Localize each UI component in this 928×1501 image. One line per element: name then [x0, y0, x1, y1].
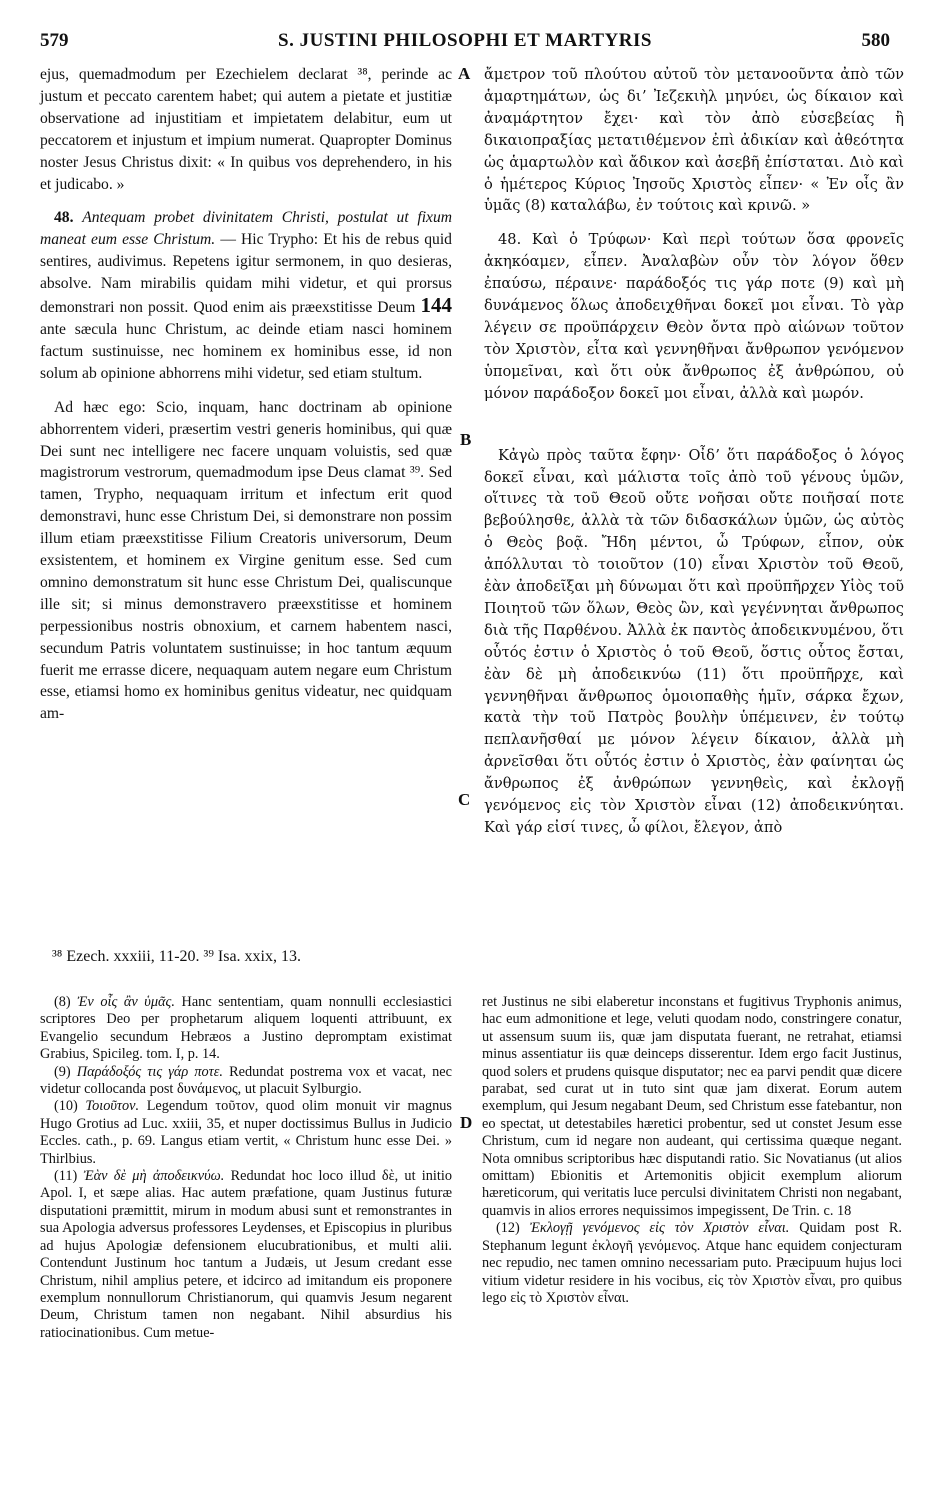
- marginal-number: 144: [420, 293, 452, 318]
- margin-letter-d: D: [460, 1113, 473, 1132]
- latin-text: — Hic Trypho: Et his de rebus quid sentires, audivimus. Repetens igitur sermonem, in quo desieras, absolve. Nam mirabilis quidam mihi videtur, et qui prorsus demonstrari non possit. Quod enim ais præexstitisse Deum: [40, 231, 452, 317]
- chapter-number: 48.: [54, 209, 74, 227]
- page-number-right: 580: [861, 30, 890, 51]
- greek-column: [484, 64, 904, 839]
- footnote: (8) Ἐν οἷς ἂν ὑμᾶς. Hanc sententiam, quam nonnulli ecclesiastici scriptores Deo per prophetarum aliquem loquenti attribuunt, ex Evangelio secundum Hebræos a Justino depromptam existimat Grabius, Spicileg. tom. I, p. 14.: [40, 994, 453, 1063]
- latin-column: [40, 64, 452, 725]
- greek-chapter-48: 48. Καὶ ὁ Τρύφων· Καὶ περὶ τούτων ὅσα φρονεῖς ἀκηκόαμεν, εἶπεν. Ἀναλαβὼν οὖν τὸν λόγον ὅθεν ἐπαύσω, πέραινε· παράδοξός τις γάρ ποτε (9) καὶ μὴ δυνάμενος ὅλως ἀποδειχθῆναι δοκεῖ μοι εἶναι. Τὸ γὰρ λέγειν σε προϋπάρχειν Θεὸν ὄντα πρὸ αἰώνων τοῦτον τὸν Χριστὸν, εἶτα καὶ γεννηθῆναι ἄνθρωπον γενόμενον ὑπομεῖναι, καὶ ὅτι οὐκ ἄνθρωπος ἐξ ἀνθρώπου, οὐ μόνον παράδοξον δοκεῖ μοι εἶναι, ἀλλὰ καὶ μωρόν.: [484, 231, 904, 402]
- footnote-continuation: ret Justinus ne sibi elaberetur inconstans et fugitivus Tryphonis animus, hac eum admonitione et lege, veluti quodam nodo, constringere conatur, ut assensum suum iis, quæ jam disputata fuerant, ne retrahat, etiamsi minus assentiatur iis quæ deinceps disserentur. Idem ergo facit Justinus, quod solers et prudens quisque disputator; nec ea parvi pendit quæ dicere parabat, sed curat ut in tuto sint quæ jam dixerat. Eorum autem exemplum, qui Jesum negabant Deum, sed Christum esse fatebantur, non eo spectat, ut detestabiles hæretici probentur, sed ut constet Jesum esse Christum, cum id negare non audeant, qui certissima quæque negant. Nota omnibus scriptoribus hæc disputandi ratio. Sic Novatianus (ut alios omittam) Ebionitis et Artemonitis objicit exemplum aliorum hæreticorum, qui veritatis luce perculsi divinitatem Christi non negabant, quamvis in alios errores nequissimos impegissent, De Trin. c. 18: [482, 994, 902, 1219]
- margin-letter-c: C: [458, 790, 471, 809]
- latin-paragraph: ejus, quemadmodum per Ezechielem declarat ³⁸, perinde ac justum et peccato carentem habet; qui autem a pietate et justitiæ observatione ad injustitiam et impietatem delabitur, eum ut peccatorem et injustum et impium numerat. Quapropter Dominus noster Jesus Christus dixit: « In quibus vos deprehendero, in his et judicabo. »: [40, 66, 452, 193]
- footnote: (12) Ἐκλογῇ γενόμενος εἰς τὸν Χριστὸν εἶναι. Quidam post R. Stephanum legunt ἐκλογῆ γενόμενος. Atque hanc equidem conjecturam nec repudio, nec tamen omnino necessariam puto. Præcipuum hujus loci vitium videtur residere in his vocibus, εἰς τὸν Χριστὸν εἶναι, pro quibus lego εἰς τὸ Χριστὸν εἶναι.: [482, 1220, 902, 1306]
- latin-paragraph: Ad hæc ego: Scio, inquam, hanc doctrinam ab opinione abhorrentem videri, præsertim vestri generis hominibus, qui quæ Dei sunt nec intelligere nec facere unquam voluistis, sed quæ magistrorum vestrorum, quemadmodum ipse Deus clamat ³⁹. Sed tamen, Trypho, nequaquam irritum et infectum erit quod demonstravi, hunc esse Christum Dei, si demonstrare non possim illum etiam præexstitisse Filium Creatoris universorum, Deum exsistentem, et hominem ex Virgine genitum esse. Sed cum omnino demonstratum sit hunc esse Christum Dei, qualiscunque ille sit; si minus demonstravero præexstitisse et hominem perpessionibus nostris obnoxium, et carnem habentem nasci, secundum Patris voluntatem sustinuisse; in hoc tantum æquum fuerit me errasse dicere, nequaquam autem negare eum Christum esse, etiamsi homo ex hominibus genitus videatur, nec quidquam am-: [40, 398, 452, 723]
- greek-paragraph: Κἀγὼ πρὸς ταῦτα ἔφην· Οἶδʼ ὅτι παράδοξος ὁ λόγος δοκεῖ εἶναι, καὶ μάλιστα τοῖς ἀπὸ τοῦ γένους ὑμῶν, οἵτινες τὰ τοῦ Θεοῦ οὔτε νοῆσαι οὔτε ποιῆσαί ποτε βεβούλησθε, ἀλλὰ τὰ τῶν διδασκάλων ὑμῶν, ὡς αὐτὸς ὁ Θεὸς βοᾷ. Ἤδη μέντοι, ὦ Τρύφων, εἶπον, οὐκ ἀπόλλυται τὸ τοιοῦτον (10) εἶναι Χριστὸν τοῦ Θεοῦ, ἐὰν ἀποδεῖξαι μὴ δύνωμαι ὅτι καὶ προϋπῆρχεν Υἱὸς τοῦ Ποιητοῦ τῶν ὅλων, Θεὸς ὢν, καὶ γεγέννηται ἄνθρωπος διὰ τῆς Παρθένου. Ἀλλὰ ἐκ παντὸς ἀποδεικνυμένου, ὅτι οὗτός ἐστιν ὁ Χριστὸς ὁ τοῦ Θεοῦ, ὅστις οὗτος ἔσται, ἐὰν δὲ μὴ ἀποδεικνύω (11) ὅτι προϋπῆρχε, καὶ γεννηθῆναι ἄνθρωπος ὁμοιοπαθὴς ἡμῖν, σάρκα ἔχων, κατὰ τὴν τοῦ Πατρὸς βουλὴν ὑπέμεινεν, ἐν τούτῳ πεπλανῆσθαί με μόνον λέγειν δίκαιον, ἀλλὰ μὴ ἀρνεῖσθαι ὅτι οὗτός ἐστιν ὁ Χριστὸς, ἐὰν φαίνηται ὡς ἄνθρωπος ἐξ ἀνθρώπων γεννηθεὶς, καὶ ἐκλογῇ γενόμενος εἰς τὸν Χριστὸν εἶναι (12) ἀποδεικνύηται. Καὶ γάρ εἰσί τινες, ὦ φίλοι, ἔλεγον, ἀπὸ: [484, 446, 904, 836]
- latin-text: ante sæcula hunc Christum, ac deinde etiam nasci hominem factum sustinuisse, nec hominem ex hominibus esse, id non solum ab opinione abhorrens mihi videtur, sed etiam stultum.: [40, 320, 452, 382]
- scripture-references: ³⁸ Ezech. xxxiii, 11-20. ³⁹ Isa. xxix, 13.: [52, 948, 301, 965]
- running-title: S. JUSTINI PHILOSOPHI ET MARTYRIS: [278, 30, 652, 51]
- latin-chapter-48: [40, 207, 452, 384]
- margin-letter-a: A: [458, 64, 471, 83]
- footnotes-left: [40, 994, 452, 1342]
- footnote: (11) Ἐὰν δὲ μὴ ἀποδεικνύω. Redundat hoc loco illud δὲ, ut initio Apol. I, et sæpe alias. Hac autem præfatione, quam Justinus futuræ disputationi præmittit, mirum in modum abusi sunt et remonstrantes in sua Apologia adversus professores Leydenses, et Episcopius in pluribus ad hujus Apologiæ defensionem elucubrationibus, et multi alii. Contendunt Justinum hoc tantum a Judæis, ut Jesum credant esse Christum, nihil amplius petere, et idcirco ad imitandum eis proponere exemplum nonnullorum Christianorum, qui quamvis Jesum negarent Deum, Christum tamen non negabant. Nihil absurdius his ratiocinationibus. Cum metue-: [40, 1168, 452, 1341]
- page-number-left: 579: [40, 30, 69, 51]
- greek-paragraph: ἄμετρον τοῦ πλούτου αὐτοῦ τὸν μετανοοῦντα ἀπὸ τῶν ἁμαρτημάτων, ὡς διʼ Ἰεζεκιὴλ μηνύει, ὡς δίκαιον καὶ ἀναμάρτητον ἔχει· καὶ τὸν ἀπὸ εὐσεβείας ἢ δικαιοπραξίας μετατιθέμενον ἐπὶ ἀδικίαν καὶ ἀθεότητα ὡς ἁμαρτωλὸν καὶ ἄδικον καὶ ἀσεβῆ ἐπίσταται. Διὸ καὶ ὁ ἡμέτερος Κύριος Ἰησοῦς Χριστὸς εἶπεν· « Ἐν οἷς ἂν ὑμᾶς (8) καταλάβω, ἐν τούτοις καὶ κρινῶ. »: [484, 66, 904, 215]
- footnote: (9) Παράδοξός τις γάρ ποτε. Redundat postrema vox et vacat, nec videtur collocanda post δυνάμενος, ut placuit Sylburgio.: [40, 1063, 452, 1098]
- chapter-summary: Antequam probet divinitatem Christi, postulat ut fixum maneat eum esse Christum.: [40, 209, 453, 249]
- margin-letter-b: B: [460, 430, 472, 449]
- page-header: [40, 30, 890, 56]
- footnote: (10) Τοιοῦτον. Legendum τοῦτον, quod olim monuit vir magnus Hugo Grotius ad Luc. xxiii, 35, et nuper doctissimus Bullus in Judicio Eccles. cath., p. 69. Langus etiam vertit, « Christum hunc esse Dei. » Thirlbius.: [40, 1098, 452, 1167]
- footnotes-right: [482, 994, 902, 1307]
